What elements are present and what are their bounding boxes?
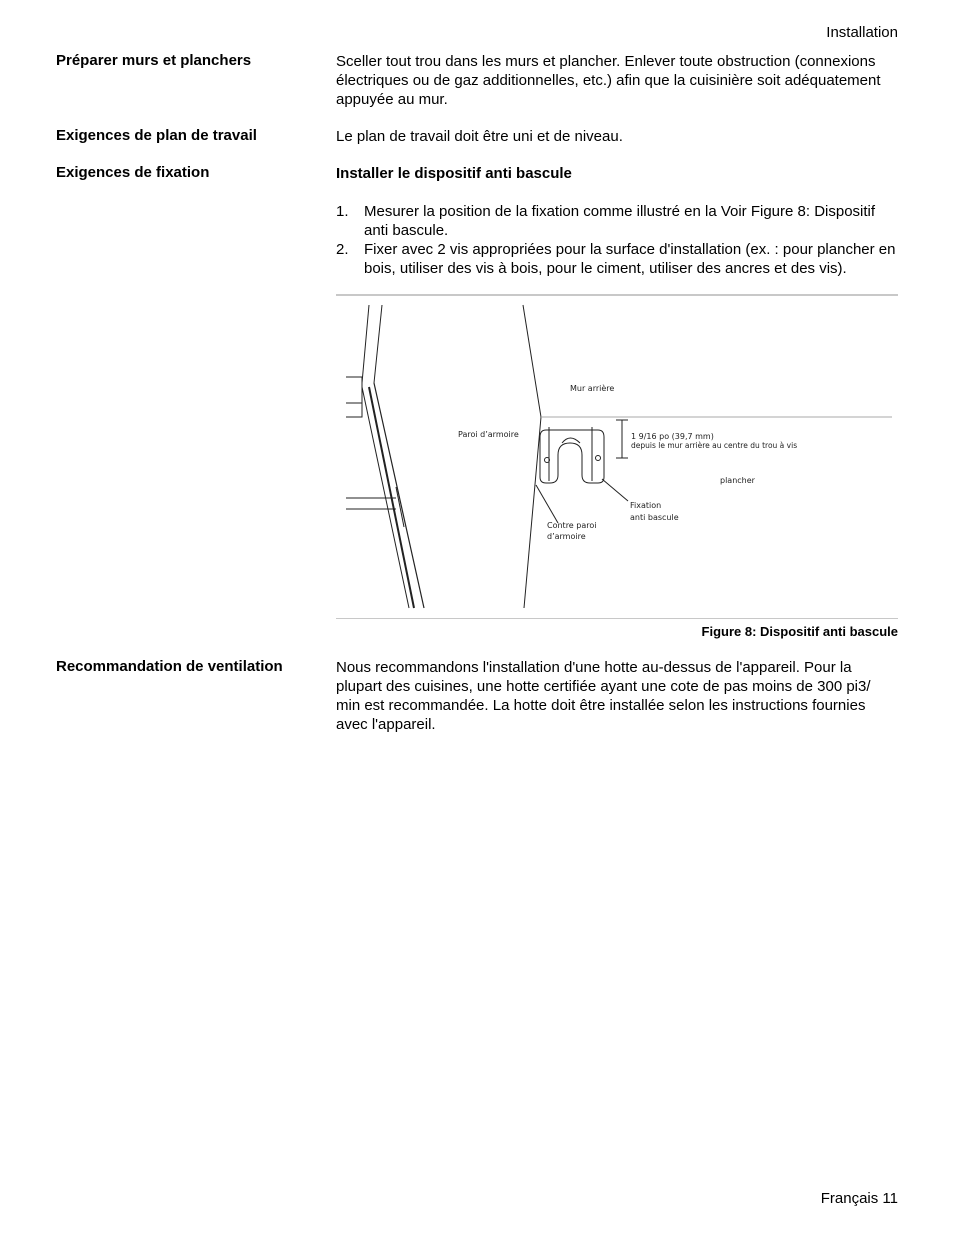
anti-tip-figure xyxy=(336,295,898,619)
installation-steps xyxy=(336,202,898,278)
step-text: Fixer avec 2 vis appropriées pour la surface d'installation (ex. : pour plancher en bois, utiliser des vis à bois, pour le ciment, utiliser des ancres et des vis). xyxy=(364,241,896,277)
ventilation-text: Nous recommandons l'installation d'une hotte au-dessus de l'appareil. Pour la plupart des cuisines, une hotte certifiée ayant une cote de pas moins de 300 pi3/ min est recommandée. La hotte doit être installée selon les instructions fournies avec l'appareil. xyxy=(336,659,871,733)
figure-bottom-rule xyxy=(336,618,898,619)
screw-hole xyxy=(596,456,601,461)
heading-countertop-requirements: Exigences de plan de travail xyxy=(56,127,257,144)
leader-line xyxy=(602,479,628,501)
anti-tip-subheading: Installer le dispositif anti bascule xyxy=(336,165,572,182)
step-number: 1. xyxy=(336,203,349,220)
anti-tip-diagram xyxy=(336,295,898,619)
cabinet-edge-line xyxy=(362,305,369,383)
bracket-slot xyxy=(562,438,580,443)
dimension-label: 1 9/16 po (39,7 mm) xyxy=(631,432,714,441)
cabinet-wall-edge xyxy=(523,305,541,417)
heading-fixation-requirements: Exigences de fixation xyxy=(56,164,210,181)
figure-caption: Figure 8: Dispositif anti bascule xyxy=(701,624,898,639)
against-cabinet-label: d’armoire xyxy=(547,532,586,541)
prepare-walls-text: Sceller tout trou dans les murs et plancher. Enlever toute obstruction (connexions électriques ou de gaz additionnelles, etc.) afin que la cuisinière soit adéquatement appuyée au mur. xyxy=(336,53,881,108)
countertop-requirements-text: Le plan de travail doit être uni et de niveau. xyxy=(336,128,623,145)
bracket-label: Fixation xyxy=(630,501,662,510)
against-cabinet-label: Contre paroi xyxy=(547,521,597,530)
cabinet-panel-line xyxy=(374,383,424,608)
step-number: 2. xyxy=(336,241,349,258)
step-text: Mesurer la position de la fixation comme illustré en la Voir Figure 8: Dispositif anti bascule. xyxy=(364,203,876,239)
leader-line xyxy=(536,485,558,523)
cabinet-wall-label: Paroi d’armoire xyxy=(458,430,519,439)
heading-ventilation: Recommandation de ventilation xyxy=(56,658,283,675)
floor-label: plancher xyxy=(720,476,755,485)
running-header: Installation xyxy=(826,24,898,41)
list-item xyxy=(336,202,898,240)
bracket-label: anti bascule xyxy=(630,513,679,522)
heading-prepare-walls: Préparer murs et planchers xyxy=(56,52,252,69)
cabinet-shelf-stub xyxy=(346,377,362,417)
rear-wall-label: Mur arrière xyxy=(570,384,615,393)
cabinet-wall-edge xyxy=(524,417,541,608)
cabinet-edge-line xyxy=(374,305,382,383)
dimension-note: depuis le mur arrière au centre du trou à vis xyxy=(631,441,798,450)
page-footer: Français 11 xyxy=(820,1190,898,1207)
list-item xyxy=(336,240,898,278)
